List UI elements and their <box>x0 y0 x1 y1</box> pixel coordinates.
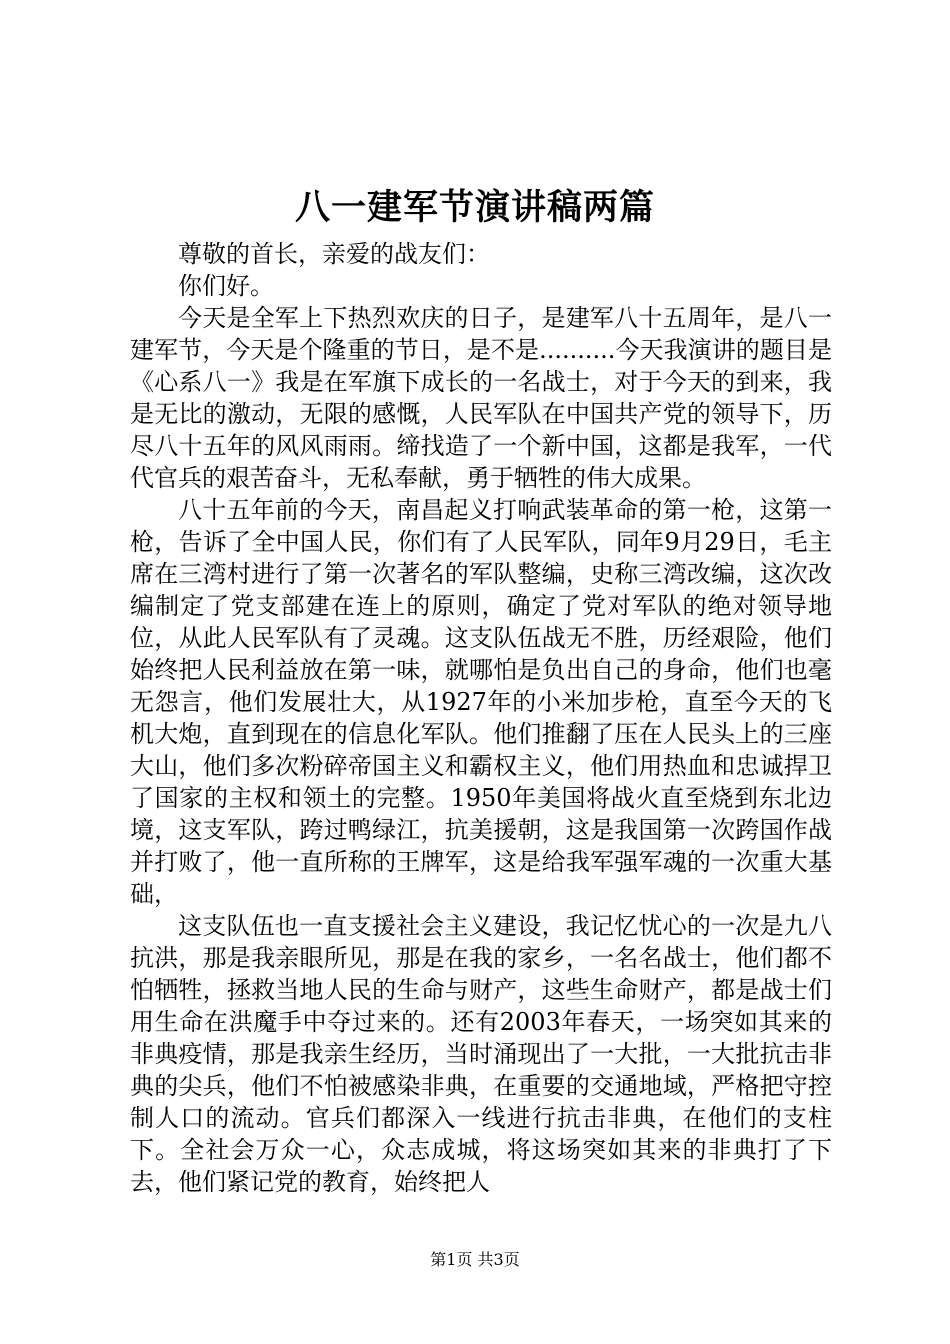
salutation-paragraph: 尊敬的首长，亲爱的战友们： <box>178 240 490 268</box>
body-paragraph: 八十五年前的今天，南昌起义打响武装革命的第一枪，这第一枪，告诉了全中国人民，你们有了人民军队，同年9月29日，毛主席在三湾村进行了第一次著名的军队整编，史称三湾改编，这次改编制定了党支部建在连上的原则，确定了党对军队的绝对领导地位，从此人民军队有了灵魂。这支队伍战无不胜，历经艰险，他们始终把人民利益放在第一味，就哪怕是负出自己的身命，他们也毫无怨言，他们发展壮大，从1927年的小米加步枪，直至今天的飞机大炮，直到现在的信息化军队。他们推翻了压在人民头上的三座大山，他们多次粉碎帝国主义和霸权主义，他们用热血和忠诚捍卫了国家的主权和领土的完整。1950年美国将战火直至烧到东北边境，这支军队，跨过鸭绿江，抗美援朝，这是我国第一次跨国作战并打败了，他一直所称的王牌军，这是给我军强军魂的一次重大基础， <box>130 496 832 908</box>
document-title: 八一建军节演讲稿两篇 <box>294 187 655 228</box>
body-paragraph: 这支队伍也一直支援社会主义建设，我记忆忧心的一次是九八抗洪，那是我亲眼所见，那是在我的家乡，一名名战士，他们都不怕牺牲，拯救当地人民的生命与财产，这些生命财产，都是战士们用生命在洪魔手中夺过来的。还有2003年春天，一场突如其来的非典疫情，那是我亲生经历，当时涌现出了一大批，一大批抗击非典的尖兵，他们不怕被感染非典，在重要的交通地域，严格把守控制人口的流动。官兵们都深入一线进行抗击非典，在他们的支柱下。全社会万众一心，众志成城，将这场突如其来的非典打了下去，他们紧记党的教育，始终把人 <box>130 912 832 1196</box>
body-paragraph: 今天是全军上下热烈欢庆的日子，是建军八十五周年，是八一建军节，今天是个隆重的节日，是不是..........今天我演讲的题目是《心系八一》我是在军旗下成长的一名战士，对于今天的到来，我是无比的激动，无限的感慨，人民军队在中国共产党的领导下，历尽八十五年的风风雨雨。缔找造了一个新中国，这都是我军，一代代官兵的艰苦奋斗，无私奉献，勇于牺牲的伟大成果。 <box>130 304 832 492</box>
document-body <box>130 238 832 1198</box>
greeting-paragraph: 你们好。 <box>178 272 274 300</box>
page-footer: 第1页 共3页 <box>430 1250 520 1269</box>
